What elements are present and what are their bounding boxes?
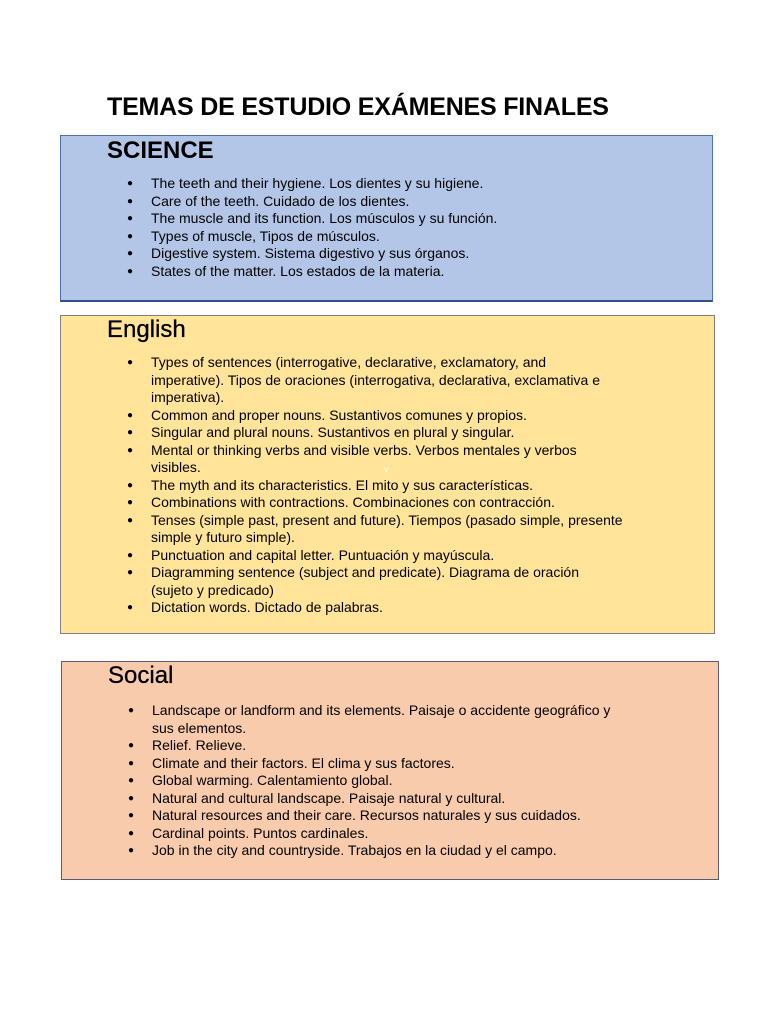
list-item-text: Climate and their factors. El clima y sus factores. bbox=[152, 754, 455, 771]
bullet-icon: ● bbox=[127, 497, 134, 508]
bullet-icon: ● bbox=[128, 705, 135, 716]
list-item bbox=[124, 842, 634, 860]
list-item-text: Relief. Relieve. bbox=[152, 737, 247, 753]
bullet-icon: ● bbox=[127, 479, 134, 491]
list-item bbox=[123, 442, 623, 477]
list-item bbox=[124, 702, 634, 737]
english-topic-list bbox=[123, 354, 623, 617]
bullet-icon: ● bbox=[127, 514, 134, 526]
bullet-icon: ● bbox=[128, 845, 135, 856]
science-section bbox=[60, 135, 713, 302]
list-item-text: Diagramming sentence (subject and predicate). Diagrama de oración (sujeto y predicado) bbox=[151, 564, 579, 598]
bullet-icon: ● bbox=[128, 827, 135, 839]
bullet-icon: ● bbox=[127, 444, 134, 456]
list-item bbox=[123, 228, 683, 246]
science-topic-list bbox=[123, 175, 683, 280]
bullet-icon: ● bbox=[127, 178, 134, 189]
social-topic-list bbox=[124, 702, 634, 860]
science-heading: SCIENCE bbox=[107, 137, 214, 164]
bullet-icon: ● bbox=[128, 792, 135, 804]
bullet-icon: ● bbox=[127, 213, 134, 224]
list-item bbox=[124, 737, 634, 755]
list-item bbox=[123, 193, 683, 211]
list-item-text: Job in the city and countryside. Trabajos en la ciudad y el campo. bbox=[152, 842, 557, 858]
list-item bbox=[123, 210, 683, 228]
list-item-text: Common and proper nouns. Sustantivos comunes y propios. bbox=[151, 406, 527, 423]
list-item bbox=[123, 599, 623, 617]
list-item-text: Singular and plural nouns. Sustantivos en plural y singular. bbox=[151, 424, 515, 440]
bullet-icon: ● bbox=[127, 357, 134, 368]
bullet-icon: ● bbox=[127, 265, 134, 277]
bullet-icon: ● bbox=[128, 810, 135, 821]
list-item-text: Mental or thinking verbs and visible verbs. Verbos mentales y verbos visibles. bbox=[151, 441, 577, 475]
list-item-text: The teeth and their hygiene. Los dientes y su higiene. bbox=[151, 175, 484, 191]
bullet-icon: ● bbox=[127, 427, 134, 438]
list-item-text: Cardinal points. Puntos cardinales. bbox=[152, 824, 369, 841]
list-item-text: Tenses (simple past, present and future). Tiempos (pasado simple, presente simple y futuro simple). bbox=[151, 511, 623, 545]
list-item-text: Punctuation and capital letter. Puntuación y mayúscula. bbox=[151, 546, 495, 563]
list-item bbox=[123, 494, 623, 512]
bullet-icon: ● bbox=[128, 775, 135, 786]
document-title: TEMAS DE ESTUDIO EXÁMENES FINALES bbox=[107, 93, 609, 121]
bullet-icon: ● bbox=[127, 602, 134, 613]
social-heading: Social bbox=[108, 662, 174, 689]
list-item bbox=[123, 175, 683, 193]
list-item-text: The myth and its characteristics. El mito y sus características. bbox=[151, 476, 534, 493]
bullet-icon: ● bbox=[127, 230, 134, 242]
list-item-text: Combinations with contractions. Combinaciones con contracción. bbox=[151, 494, 555, 510]
list-item bbox=[123, 245, 683, 263]
list-item bbox=[123, 407, 623, 425]
bullet-icon: ● bbox=[127, 549, 134, 561]
list-item-text: Dictation words. Dictado de palabras. bbox=[151, 599, 383, 615]
list-item-text: Natural resources and their care. Recursos naturales y sus cuidados. bbox=[152, 807, 581, 823]
list-item-text: Care of the teeth. Cuidado de los dientes. bbox=[151, 192, 410, 209]
list-item bbox=[123, 477, 623, 495]
list-item-text: Types of sentences (interrogative, declarative, exclamatory, and imperative). Tipos de oraciones (interrogativa, declarativa, exclamativa e imperativa). bbox=[151, 354, 600, 405]
english-section bbox=[60, 315, 715, 634]
list-item bbox=[124, 790, 634, 808]
list-item-text: The muscle and its function. Los músculos y su función. bbox=[151, 210, 498, 226]
list-item bbox=[123, 512, 623, 547]
bullet-icon: ● bbox=[128, 740, 135, 751]
list-item-text: Global warming. Calentamiento global. bbox=[152, 772, 393, 788]
list-item bbox=[123, 354, 623, 407]
list-item bbox=[124, 825, 634, 843]
list-item-text: States of the matter. Los estados de la materia. bbox=[151, 262, 445, 279]
list-item-text: Types of muscle, Tipos de músculos. bbox=[151, 227, 380, 244]
list-item bbox=[124, 755, 634, 773]
bullet-icon: ● bbox=[127, 409, 134, 421]
list-item-text: Digestive system. Sistema digestivo y sus órganos. bbox=[151, 245, 470, 261]
bullet-icon: ● bbox=[128, 757, 135, 769]
list-item bbox=[123, 564, 623, 599]
list-item-text: Natural and cultural landscape. Paisaje natural y cultural. bbox=[152, 789, 506, 806]
list-item bbox=[123, 547, 623, 565]
bullet-icon: ● bbox=[127, 567, 134, 578]
list-item-text: Landscape or landform and its elements. Paisaje o accidente geográfico y sus elementos. bbox=[152, 702, 611, 736]
list-item bbox=[123, 263, 683, 281]
english-heading: English bbox=[107, 316, 186, 343]
bullet-icon: ● bbox=[127, 248, 134, 259]
stray-mark: v bbox=[384, 464, 389, 474]
list-item bbox=[124, 772, 634, 790]
bullet-icon: ● bbox=[127, 195, 134, 207]
list-item bbox=[123, 424, 623, 442]
list-item bbox=[124, 807, 634, 825]
social-section bbox=[61, 661, 719, 880]
